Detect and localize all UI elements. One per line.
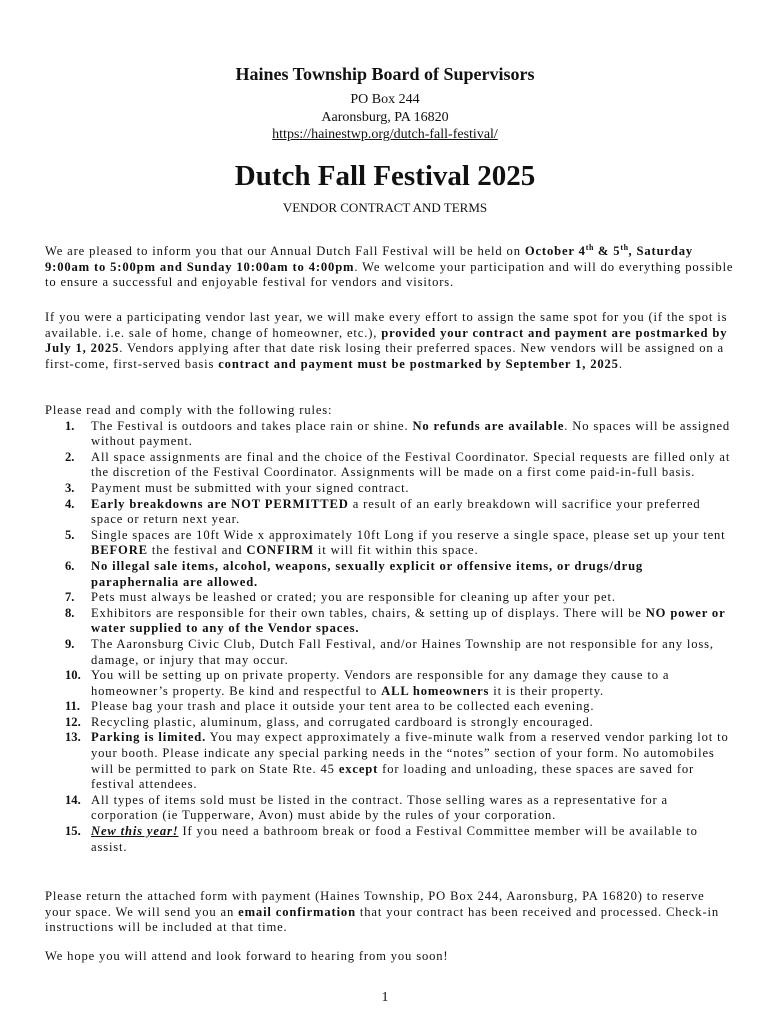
rule-number: 4.	[65, 496, 75, 511]
rule-text: You will be setting up on private property. Vendors are responsible for any damage they cause to a homeowner’s property. Be kind and respectful to	[91, 668, 670, 698]
rule-text: it is their property.	[489, 683, 605, 698]
rule-number: 13.	[65, 730, 81, 745]
rule-text: The Aaronsburg Civic Club, Dutch Fall Festival, and/or Haines Township are not responsible for any loss, damage, or injury that may occur.	[91, 636, 714, 667]
rule-number: 5.	[65, 527, 75, 542]
rule-item	[45, 559, 735, 590]
date-suffix-1: th	[585, 243, 594, 252]
rule-number: 7.	[65, 590, 75, 605]
rule-item	[45, 668, 735, 699]
rule-item	[45, 590, 735, 606]
rule-item	[45, 606, 735, 637]
rule-item	[45, 419, 735, 450]
return-text-end: that your contract has been received and processed. Check-in instructions will be included at that time.	[45, 904, 719, 935]
return-text: Please return the attached form with payment (Haines Township, PO Box 244, Aaronsburg, PA 16820) to reserve your space. We will send you an	[45, 889, 705, 919]
rule-text: All space assignments are final and the choice of the Festival Coordinator. Special requests are filled only at the discretion of the Festival Coordinator. Assignments will be made on a first come paid-in-full basis.	[91, 449, 731, 480]
festival-date-1: October 4	[524, 244, 586, 258]
document-subtitle: VENDOR CONTRACT AND TERMS	[282, 200, 488, 215]
rule-text: All types of items sold must be listed in the contract. Those selling wares as a representative for a corporation (ie Tupperware, Avon) must abide by the rules of your corporation.	[91, 792, 668, 823]
rule-number: 8.	[65, 605, 75, 620]
returning-deadline: provided your contract and payment are postmarked by July 1, 2025	[45, 325, 728, 356]
rules-section	[45, 403, 735, 855]
returning-text-3: .	[618, 356, 623, 371]
rule-number: 15.	[65, 824, 81, 839]
new-vendor-deadline: contract and payment must be postmarked by September 1, 2025	[218, 356, 619, 371]
rule-item	[45, 481, 735, 497]
rule-number: 3.	[65, 480, 75, 495]
rule-bold-text: Parking is limited.	[91, 730, 207, 745]
rule-text: Recycling plastic, aluminum, glass, and corrugated cardboard is strongly encouraged.	[91, 714, 594, 729]
rule-number: 14.	[65, 792, 81, 807]
rule-text: Pets must always be leashed or crated; you are responsible for cleaning up after your pet.	[91, 590, 616, 605]
rule-number: 1.	[65, 418, 75, 433]
rule-number: 6.	[65, 558, 75, 573]
rule-number: 10.	[65, 668, 81, 683]
rules-intro: Please read and comply with the following rules:	[45, 403, 333, 417]
rule-bold-text: No illegal sale items, alcohol, weapons, sexually explicit or offensive items, or drugs/drug paraphernalia are allowed.	[91, 558, 644, 589]
rule-item	[45, 715, 735, 731]
rule-item	[45, 824, 735, 855]
rule-bold-text: NO power or water supplied to any of the Vendor spaces.	[91, 605, 726, 636]
rule-bold-text: BEFORE	[91, 543, 148, 558]
rule-text: . No spaces will be assigned without payment.	[91, 418, 731, 449]
festival-link[interactable]: https://hainestwp.org/dutch-fall-festival/	[272, 127, 498, 142]
returning-vendor-paragraph	[45, 310, 735, 372]
rule-number: 9.	[65, 636, 75, 651]
rule-item	[45, 730, 735, 792]
festival-hours: , Saturday 9:00am to 5:00pm and Sunday 10:00am to 4:00pm	[45, 244, 694, 274]
city-line: Aaronsburg, PA 16820	[321, 110, 449, 125]
intro-text-end: . We welcome your participation and will do everything possible to ensure a successful and enjoyable festival for vendors and visitors.	[45, 259, 734, 290]
rule-number: 11.	[65, 699, 81, 714]
rule-text: Payment must be submitted with your signed contract.	[91, 480, 410, 495]
email-confirmation-text: email confirmation	[238, 904, 356, 919]
organization-name: Haines Township Board of Supervisors	[235, 64, 535, 84]
closing-line: We hope you will attend and look forward to hearing from you soon!	[45, 949, 449, 963]
rule-text: Exhibitors are responsible for their own tables, chairs, & setting up of displays. There will be	[91, 605, 646, 620]
festival-date-2: & 5	[593, 244, 621, 258]
rule-text: If you need a bathroom break or food a Festival Committee member will be available to assist.	[91, 824, 698, 854]
rule-bold-text: No refunds are available	[412, 418, 565, 433]
rule-text: the festival and	[147, 543, 247, 558]
date-suffix-2: th	[620, 243, 629, 252]
intro-text: We are pleased to inform you that our Annual Dutch Fall Festival will be held on	[45, 244, 525, 258]
rule-item	[45, 528, 735, 559]
page-number: 1	[381, 990, 389, 1005]
rule-item	[45, 637, 735, 668]
rule-item	[45, 793, 735, 824]
rule-text: The Festival is outdoors and takes place rain or shine.	[91, 418, 413, 433]
rule-number: 2.	[65, 449, 75, 464]
returning-text: If you were a participating vendor last year, we will make every effort to assign the same spot for you (if the spot is available. i.e. sale of home, change of homeowner, etc.),	[45, 310, 728, 340]
rule-bold-text: Early breakdowns are NOT PERMITTED	[91, 496, 349, 511]
rule-item	[45, 497, 735, 528]
rule-text: You may expect approximately a five-minute walk from a reserved vendor parking lot to your booth. Please indicate any special parking needs in the “notes” section of your form. No automobiles will be permitted to park on State Rte. 45	[91, 730, 729, 776]
document-title: Dutch Fall Festival 2025	[234, 160, 536, 192]
rule-number: 12.	[65, 714, 81, 729]
rule-text: Please bag your trash and place it outside your tent area to be collected each evening.	[91, 699, 595, 714]
rule-text: Single spaces are 10ft Wide x approximately 10ft Long if you reserve a single space, please set up your tent	[91, 527, 726, 542]
rule-text: a result of an early breakdown will sacrifice your preferred space or return next year.	[91, 496, 701, 527]
return-instructions-paragraph	[45, 889, 735, 936]
po-box: PO Box 244	[350, 92, 420, 107]
rules-list	[45, 419, 735, 856]
rule-bold-text: ALL homeowners	[381, 683, 490, 698]
rule-item	[45, 699, 735, 715]
rule-bold-text: CONFIRM	[246, 543, 314, 558]
rule-item	[45, 450, 735, 481]
returning-text-2: . Vendors applying after that date risk losing their preferred spaces. New vendors will be assigned on a first-come, first-served basis	[45, 341, 724, 371]
rule-text: for loading and unloading, these spaces are saved for festival attendees.	[91, 761, 695, 792]
intro-paragraph	[45, 244, 735, 291]
new-this-year-label: New this year!	[91, 824, 179, 839]
rule-text: it will fit within this space.	[313, 543, 479, 558]
rule-bold-text: except	[338, 761, 379, 776]
